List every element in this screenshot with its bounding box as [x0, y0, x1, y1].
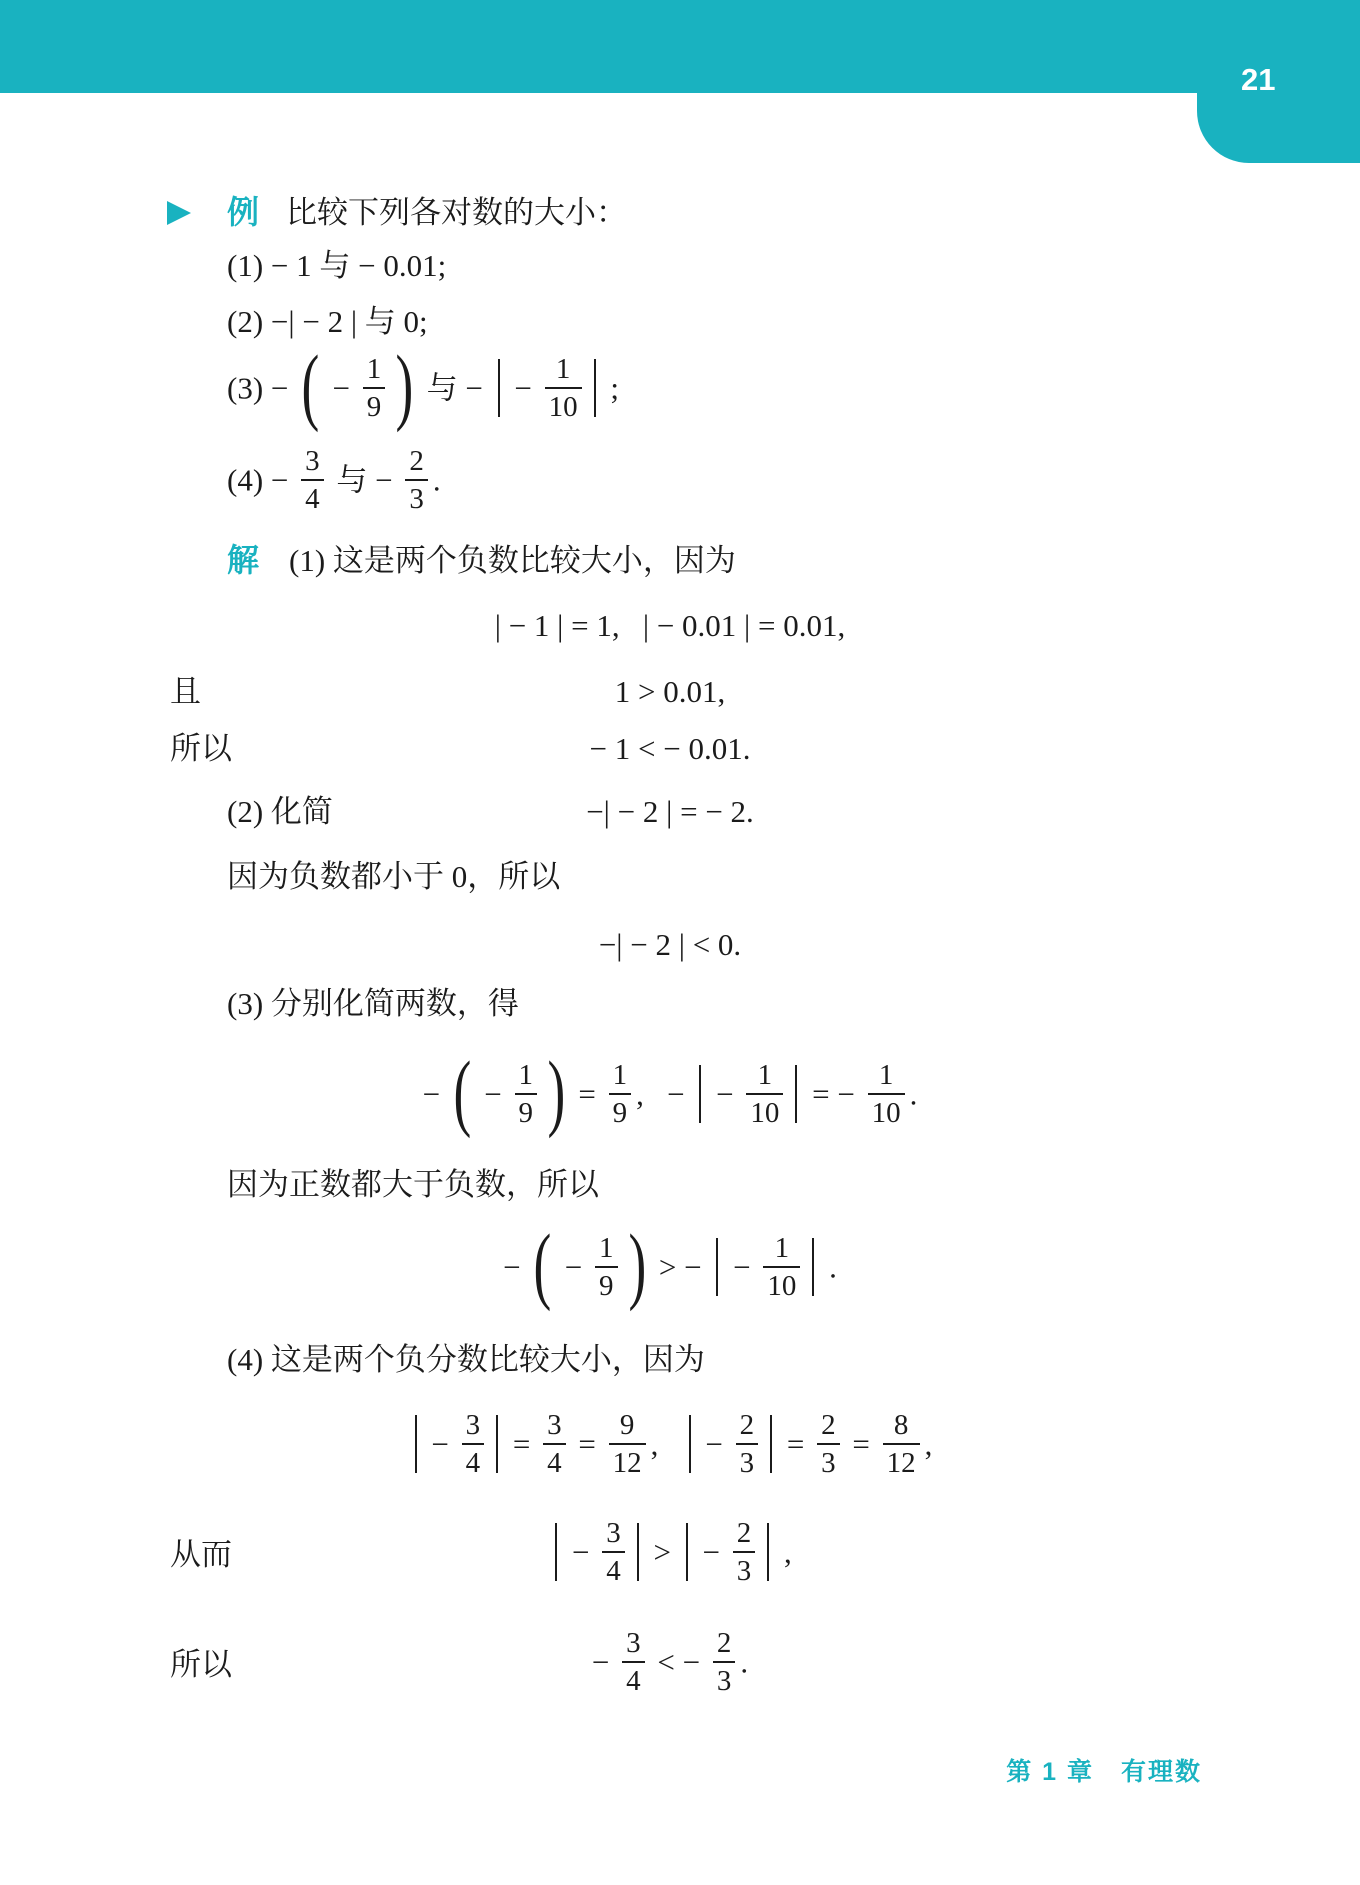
- fraction-numerator: 9: [619, 1409, 635, 1441]
- display-formula: − ( − $\frac{1}{9}$ ) > − − $\frac{1}{10}$ .: [503, 1216, 837, 1313]
- fraction-bar: [746, 1093, 783, 1095]
- fraction-bar: [763, 1266, 800, 1268]
- fraction: [545, 353, 582, 424]
- fraction-bar: [301, 479, 324, 481]
- example-marker: 例: [227, 194, 260, 230]
- text-run: −| − 2 | = − 2.: [586, 794, 754, 829]
- fraction: [713, 1627, 736, 1698]
- chapter-footer: 第 1 章 有理数: [1006, 1758, 1202, 1786]
- text-line: [0, 986, 1360, 1022]
- fraction: [301, 445, 324, 516]
- fraction-bar: [545, 387, 582, 389]
- fraction-numerator: 3: [626, 1627, 641, 1659]
- text-run: (1) 这是两个负数比较大小，因为: [289, 543, 736, 578]
- text-run: (3) −: [227, 370, 297, 406]
- text-run: −: [506, 370, 540, 406]
- fraction-denominator: 12: [612, 1447, 642, 1480]
- text-run: (2) −| − 2 | 与 0;: [227, 304, 428, 339]
- text-run: >: [645, 1534, 679, 1570]
- text-run: −: [422, 1076, 448, 1112]
- text-run: ,: [650, 1426, 682, 1462]
- display-formula: − ( − $\frac{1}{9}$ ) = $\frac{1}{9}$ , − − $\frac{1}{10}$ = − $\frac{1}{10}$ .: [422, 1043, 918, 1140]
- text-run: =: [779, 1426, 813, 1462]
- text-run: < −: [649, 1644, 708, 1680]
- fraction-denominator: 4: [547, 1447, 562, 1480]
- text-run: (3) 分别化简两数，得: [227, 986, 519, 1021]
- fraction: [602, 1517, 625, 1588]
- fraction: [733, 1517, 756, 1588]
- fraction-denominator: 3: [409, 483, 424, 516]
- fraction-bar: [609, 1093, 632, 1095]
- text-run: (1) − 1 与 − 0.01;: [227, 248, 447, 283]
- text-run: −: [423, 1426, 457, 1462]
- text-run: 因为负数都小于 0，所以: [227, 859, 561, 894]
- fraction-numerator: 1: [366, 353, 382, 385]
- fraction-denominator: 9: [518, 1097, 534, 1130]
- fraction-denominator: 3: [716, 1665, 732, 1698]
- fraction: [622, 1627, 645, 1698]
- fraction: [609, 1409, 646, 1480]
- text-run: > −: [651, 1249, 710, 1285]
- fraction-denominator: 9: [612, 1097, 628, 1130]
- fraction-numerator: 1: [518, 1059, 534, 1091]
- abs-value-bar: [699, 1065, 701, 1123]
- fraction-numerator: 3: [606, 1517, 621, 1549]
- page-number-tab: [1197, 0, 1360, 163]
- fraction-denominator: 3: [736, 1555, 752, 1588]
- text-line: [0, 248, 1360, 284]
- example-header-row: [0, 194, 1360, 231]
- fraction-denominator: 3: [821, 1447, 836, 1480]
- fraction: [595, 1232, 618, 1303]
- text-run: .: [909, 1076, 918, 1112]
- fraction-numerator: 1: [757, 1059, 773, 1091]
- labeled-formula-row: [0, 674, 1340, 710]
- text-run: =: [505, 1426, 539, 1462]
- fraction: [883, 1409, 920, 1480]
- fraction-numerator: 3: [305, 445, 320, 477]
- fraction: [868, 1059, 905, 1130]
- fraction-numerator: 1: [774, 1232, 790, 1264]
- display-formula: [0, 608, 1340, 644]
- text-run: .: [740, 1644, 749, 1680]
- fraction: [609, 1059, 632, 1130]
- fraction-bar: [733, 1551, 756, 1553]
- fraction-bar: [543, 1443, 566, 1445]
- abs-value-bar: [716, 1238, 718, 1296]
- fraction: [817, 1409, 840, 1480]
- solution-marker: 解: [227, 542, 260, 578]
- fraction-denominator: 4: [305, 483, 320, 516]
- fraction-numerator: 2: [409, 445, 424, 477]
- labeled-formula-row: [0, 794, 1340, 830]
- fraction-denominator: 10: [548, 391, 578, 424]
- fraction-numerator: 2: [736, 1517, 752, 1549]
- page-number: 21: [1241, 62, 1276, 97]
- abs-value-bar: [555, 1523, 557, 1581]
- text-run: | − 1 | = 1, | − 0.01 | = 0.01,: [494, 608, 846, 643]
- fraction-numerator: 2: [739, 1409, 755, 1441]
- text-run: ;: [602, 370, 619, 406]
- abs-value-bar: [689, 1415, 691, 1473]
- abs-value-bar: [686, 1523, 688, 1581]
- text-run: −: [503, 1249, 529, 1285]
- text-run: −: [476, 1076, 510, 1112]
- fraction-bar: [622, 1661, 645, 1663]
- text-run: =: [844, 1426, 878, 1462]
- fraction-denominator: 4: [465, 1447, 481, 1480]
- formula-box: [0, 794, 1340, 830]
- abs-value-bar: [415, 1415, 417, 1473]
- fraction-bar: [462, 1443, 485, 1445]
- abs-value-bar: [795, 1065, 797, 1123]
- fraction: [363, 353, 386, 424]
- text-run: 与 −: [418, 370, 491, 406]
- fraction-numerator: 8: [893, 1409, 909, 1441]
- text-run: −: [557, 1249, 590, 1285]
- text-run: 与 −: [328, 462, 401, 498]
- fraction-denominator: 12: [886, 1447, 916, 1480]
- text-run: −: [591, 1644, 618, 1680]
- fraction-numerator: 1: [599, 1232, 614, 1264]
- text-run: = −: [804, 1076, 863, 1112]
- labeled-formula-row: [0, 1627, 1340, 1701]
- fraction-bar: [405, 479, 428, 481]
- fraction-bar: [515, 1093, 538, 1095]
- abs-value-bar: [637, 1523, 639, 1581]
- triangle-bullet-icon: [167, 201, 191, 225]
- fraction: [746, 1059, 783, 1130]
- fraction-denominator: 9: [599, 1270, 614, 1303]
- fraction: [405, 445, 428, 516]
- text-run: ,: [776, 1534, 792, 1570]
- fraction: [543, 1409, 566, 1480]
- fraction-denominator: 3: [739, 1447, 755, 1480]
- text-run: 比较下列各对数的大小：: [286, 195, 628, 230]
- fraction-bar: [868, 1093, 905, 1095]
- fraction-denominator: 4: [606, 1555, 621, 1588]
- text-run: (4) 这是两个负分数比较大小，因为: [227, 1342, 705, 1377]
- text-run: −: [725, 1249, 759, 1285]
- text-run: 因为正数都大于负数，所以: [227, 1167, 599, 1202]
- text-run: .: [821, 1249, 837, 1285]
- line-label: 且: [170, 674, 201, 709]
- fraction: [736, 1409, 759, 1480]
- abs-value-bar: [812, 1238, 814, 1296]
- line-label: 所以: [170, 1647, 232, 1683]
- abs-value-bar: [767, 1523, 769, 1581]
- text-run: −: [694, 1534, 728, 1570]
- text-run: −: [697, 1426, 731, 1462]
- text-run: (4) −: [227, 462, 297, 498]
- text-run: , −: [636, 1076, 693, 1112]
- fraction-bar: [363, 387, 386, 389]
- text-line: [0, 1167, 1360, 1203]
- solution-line: [0, 542, 1360, 579]
- fraction-numerator: 2: [821, 1409, 836, 1441]
- fraction-numerator: 1: [555, 353, 571, 385]
- line-label: 所以: [170, 731, 232, 766]
- text-run: −: [324, 370, 358, 406]
- text-run: .: [432, 462, 441, 498]
- fraction-numerator: 1: [612, 1059, 628, 1091]
- fraction-bar: [602, 1551, 625, 1553]
- text-run: 1 > 0.01,: [614, 674, 726, 709]
- text-line: [0, 304, 1360, 340]
- formula-box: [0, 674, 1340, 710]
- labeled-formula-row: [0, 1517, 1340, 1591]
- fraction-bar: [595, 1266, 618, 1268]
- fraction-bar: [817, 1443, 840, 1445]
- display-formula: [0, 1409, 1340, 1483]
- text-run: =: [570, 1426, 604, 1462]
- fraction-denominator: 10: [750, 1097, 780, 1130]
- fraction-numerator: 1: [878, 1059, 894, 1091]
- fraction-bar: [713, 1661, 736, 1663]
- fraction: [515, 1059, 538, 1130]
- labeled-formula-row: [0, 731, 1340, 767]
- abs-value-bar: [496, 1415, 498, 1473]
- abs-value-bar: [770, 1415, 772, 1473]
- display-formula: [0, 927, 1340, 963]
- fraction-denominator: 10: [871, 1097, 901, 1130]
- fraction-numerator: 3: [547, 1409, 562, 1441]
- fraction-denominator: 10: [767, 1270, 797, 1303]
- abs-value-bar: [498, 359, 500, 417]
- text-run: − 1 < − 0.01.: [589, 731, 751, 766]
- fraction-numerator: 2: [716, 1627, 732, 1659]
- line-label: (2) 化简: [227, 794, 333, 829]
- text-run: −: [708, 1076, 742, 1112]
- header-bar: [0, 0, 1360, 93]
- fraction: [763, 1232, 800, 1303]
- fraction: [462, 1409, 485, 1480]
- text-line: (3) − ( − $\frac{1}{9}$ ) 与 − − $\frac{1}{10}$ ;: [227, 337, 619, 434]
- text-run: =: [570, 1076, 604, 1112]
- fraction-bar: [883, 1443, 920, 1445]
- fraction-denominator: 9: [366, 391, 382, 424]
- abs-value-bar: [594, 359, 596, 417]
- text-line: [0, 1342, 1360, 1378]
- line-label: 从而: [170, 1537, 232, 1573]
- fraction-numerator: 3: [465, 1409, 481, 1441]
- text-run: −: [564, 1534, 598, 1570]
- text-run: −| − 2 | < 0.: [598, 927, 742, 962]
- text-run: ,: [924, 1426, 933, 1462]
- fraction-bar: [609, 1443, 646, 1445]
- fraction-denominator: 4: [626, 1665, 641, 1698]
- fraction-bar: [736, 1443, 759, 1445]
- text-line: [0, 445, 1360, 519]
- text-line: [0, 859, 1360, 895]
